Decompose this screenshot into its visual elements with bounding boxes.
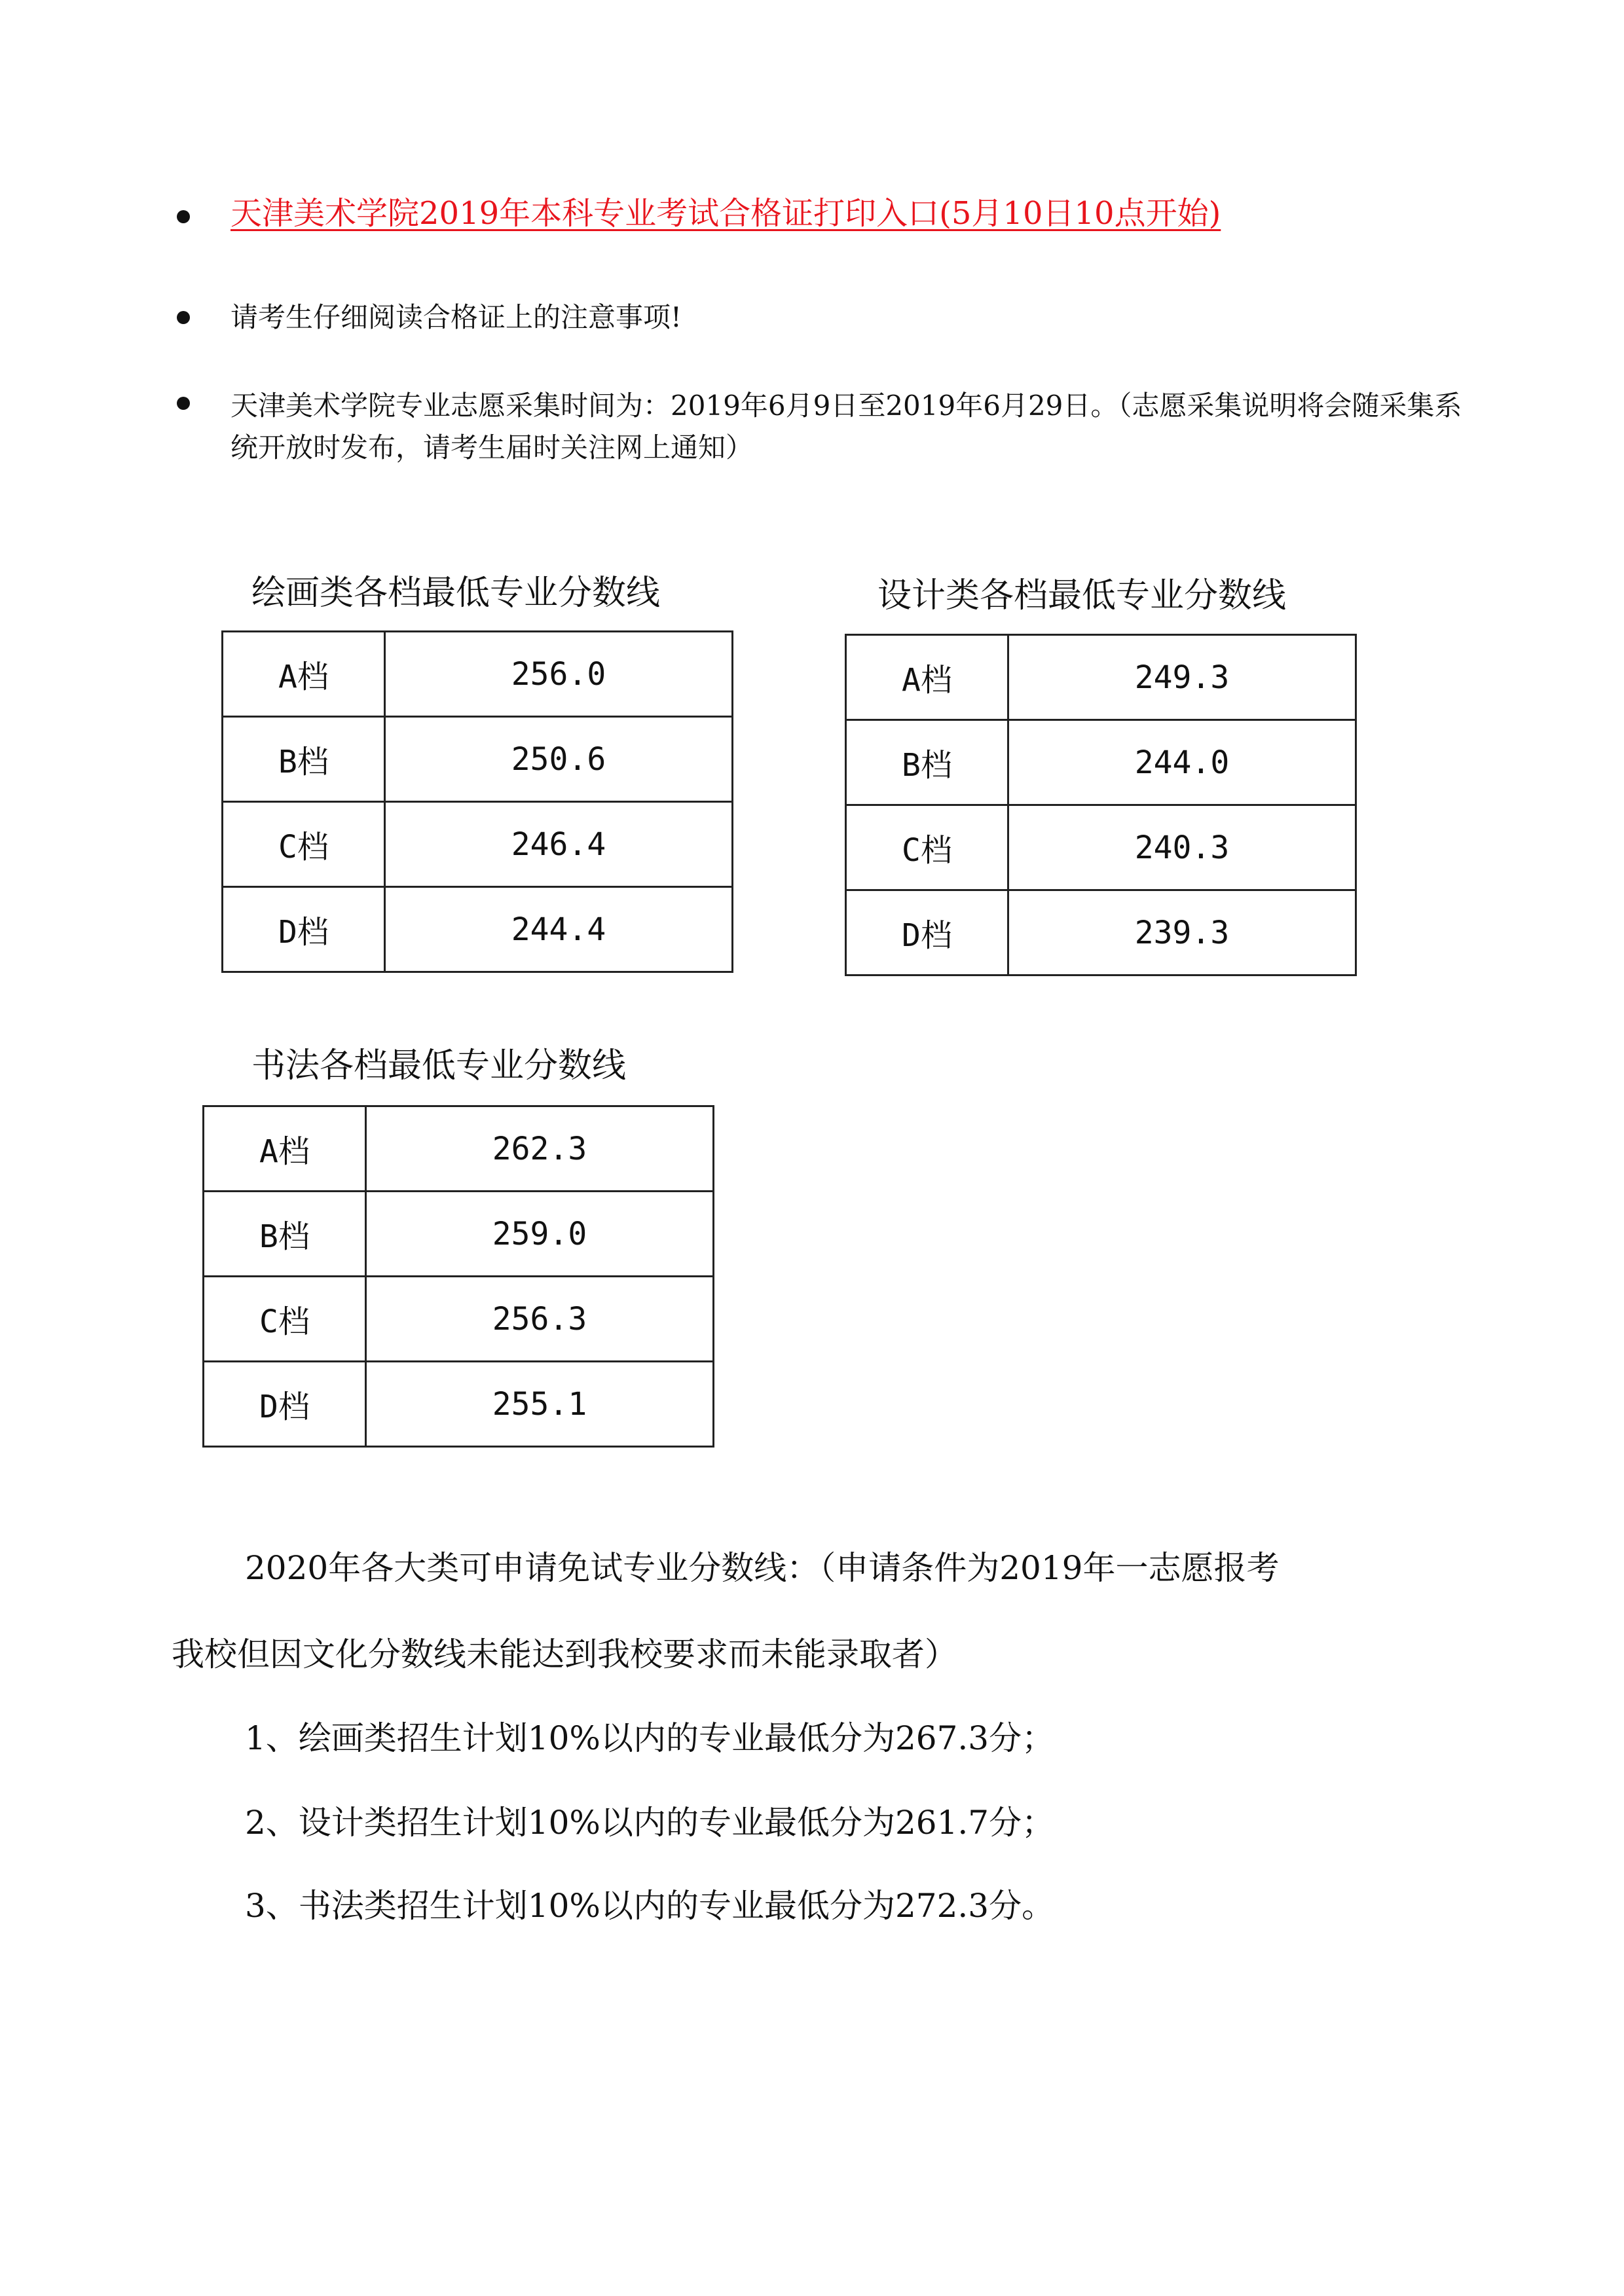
grade-cell: D档 (846, 890, 1008, 975)
grade-cell: C档 (846, 805, 1008, 890)
painting-table-title: 绘画类各档最低专业分数线 (251, 574, 661, 613)
volunteer-period-text: 天津美术学院专业志愿采集时间为：2019年6月9日至2019年6月29日。（志愿采集说明将会随采集系统开放时发布，请考生届时关注网上通知） (231, 390, 1462, 464)
table-row (223, 887, 733, 972)
design-score-table (845, 634, 1357, 976)
score-cell: 239.3 (1008, 890, 1356, 975)
grade-cell: C档 (204, 1277, 366, 1362)
table-row (223, 632, 733, 717)
grade-cell: A档 (846, 635, 1008, 720)
score-cell: 256.3 (366, 1277, 714, 1362)
calligraphy-table-title: 书法各档最低专业分数线 (251, 1046, 627, 1085)
grade-cell: D档 (204, 1362, 366, 1447)
score-cell: 246.4 (385, 802, 733, 887)
design-table-title: 设计类各档最低专业分数线 (877, 576, 1287, 615)
grade-cell: A档 (204, 1106, 366, 1192)
table-row (223, 717, 733, 802)
certificate-print-link[interactable]: 天津美术学院2019年本科专业考试合格证打印入口(5月10日10点开始) (231, 195, 1221, 232)
grade-cell: B档 (223, 717, 385, 802)
table-row (846, 805, 1356, 890)
score-cell: 256.0 (385, 632, 733, 717)
grade-cell: C档 (223, 802, 385, 887)
score-cell: 249.3 (1008, 635, 1356, 720)
table-row (204, 1277, 714, 1362)
exemption-rule-design: 2、设计类招生计划10%以内的专业最低分为261.7分； (245, 1804, 1055, 1842)
grade-cell: A档 (223, 632, 385, 717)
score-cell: 250.6 (385, 717, 733, 802)
table-row (846, 635, 1356, 720)
score-cell: 255.1 (366, 1362, 714, 1447)
table-row (846, 890, 1356, 975)
exemption-rule-calligraphy: 3、书法类招生计划10%以内的专业最低分为272.3分。 (245, 1887, 1055, 1925)
score-cell: 244.0 (1008, 720, 1356, 805)
grade-cell: B档 (846, 720, 1008, 805)
score-cell: 262.3 (366, 1106, 714, 1192)
notice-text: 请考生仔细阅读合格证上的注意事项! (231, 301, 682, 333)
exemption-intro-line-2: 我校但因文化分数线未能达到我校要求而未能录取者） (172, 1635, 957, 1673)
table-row (204, 1106, 714, 1192)
exemption-intro-line-1: 2020年各大类可申请免试专业分数线：（申请条件为2019年一志愿报考 (245, 1549, 1280, 1587)
calligraphy-score-table (202, 1105, 714, 1448)
bullet-dot-icon (177, 397, 190, 410)
table-row (204, 1192, 714, 1277)
score-cell: 240.3 (1008, 805, 1356, 890)
bullet-dot-icon (177, 311, 190, 324)
score-cell: 259.0 (366, 1192, 714, 1277)
exemption-rule-painting: 1、绘画类招生计划10%以内的专业最低分为267.3分； (245, 1719, 1055, 1757)
table-row (846, 720, 1356, 805)
table-row (223, 802, 733, 887)
score-cell: 244.4 (385, 887, 733, 972)
grade-cell: D档 (223, 887, 385, 972)
painting-score-table (221, 630, 733, 973)
grade-cell: B档 (204, 1192, 366, 1277)
bullet-dot-icon (177, 210, 190, 223)
table-row (204, 1362, 714, 1447)
